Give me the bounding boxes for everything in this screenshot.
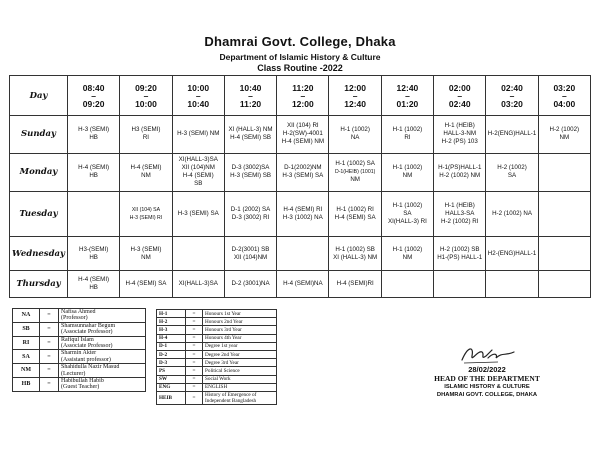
class-routine-table xyxy=(9,75,591,298)
day-row xyxy=(10,116,591,154)
class-entry: RI xyxy=(142,134,150,142)
class-cell xyxy=(486,116,538,154)
equals-sign: = xyxy=(186,367,203,375)
slot-end-time: 10:40 xyxy=(187,98,210,109)
class-entry: H-4 (SEMI) RI xyxy=(283,206,323,214)
class-cell xyxy=(68,116,120,154)
class-cell xyxy=(224,237,276,270)
time-slot-header xyxy=(68,76,120,116)
class-cell xyxy=(329,153,381,192)
class-entry: NA xyxy=(350,134,360,142)
legend-row xyxy=(13,364,146,378)
class-entry: H-4 (SEMI) xyxy=(182,172,214,180)
class-entry: H-2 (1002) NA xyxy=(492,210,532,218)
class-cell xyxy=(381,192,433,237)
class-entry: H-1 (1002) xyxy=(340,126,370,134)
time-slot-header xyxy=(224,76,276,116)
class-cell xyxy=(434,116,486,154)
class-entry: XII (104)NM xyxy=(181,164,215,172)
class-entry: H-4 (SEMI)NA xyxy=(283,279,323,287)
slot-end-time: 10:00 xyxy=(135,98,157,109)
class-entry: H-4 (SEMI) SA xyxy=(334,214,376,222)
legend-row xyxy=(157,310,277,318)
course-code: D-1 xyxy=(157,342,186,350)
teacher-info xyxy=(59,309,146,323)
class-entry: H-2 (1002) SB xyxy=(439,245,480,253)
teacher-role: (Assistant professor) xyxy=(61,356,111,363)
class-cell xyxy=(381,270,433,297)
teacher-legend xyxy=(12,308,146,392)
class-cell xyxy=(172,153,224,192)
class-cell xyxy=(68,153,120,192)
college-name: Dhamrai Govt. College, Dhaka xyxy=(204,34,396,49)
class-cell xyxy=(486,237,538,270)
class-entry: H-1 (1002) SB xyxy=(335,245,375,253)
legend-row xyxy=(157,318,277,326)
slot-dash: – xyxy=(195,90,201,101)
class-cell xyxy=(172,237,224,270)
legend-row xyxy=(13,309,146,323)
class-entry: XI(HALL-3)SA xyxy=(178,156,218,164)
equals-sign: = xyxy=(40,322,59,336)
teacher-info xyxy=(59,350,146,364)
class-entry: D-1(2002)NM xyxy=(284,164,322,172)
course-meaning: Honours 1st Year xyxy=(203,310,277,318)
class-entry: H-4 (SEMI) SA xyxy=(125,279,167,287)
slot-dash: – xyxy=(457,90,463,101)
signature-college: DHAMRAI GOVT. COLLEGE, DHAKA xyxy=(436,392,538,398)
class-entry: H-3 (SEMI) RI xyxy=(129,215,163,222)
class-entry: NM xyxy=(402,253,413,261)
class-entry: HB xyxy=(89,172,98,180)
class-entry: HB xyxy=(89,253,98,261)
slot-dash: – xyxy=(300,90,306,101)
class-cell xyxy=(68,237,120,270)
day-row xyxy=(10,270,591,297)
class-entry: NM xyxy=(141,172,151,180)
day-row xyxy=(10,237,591,270)
teacher-code: NM xyxy=(13,364,40,378)
class-entry: XII (104) RI xyxy=(287,122,319,130)
teacher-code: SA xyxy=(13,350,40,364)
class-entry: H-2(SW)-4001 xyxy=(282,130,323,138)
day-column-header: Day xyxy=(10,76,68,116)
class-entry: H-4 (SEMI) xyxy=(130,164,162,172)
class-cell xyxy=(538,153,590,192)
equals-sign: = xyxy=(40,350,59,364)
class-entry: H-2 (1002) RI xyxy=(440,218,479,226)
legend-row xyxy=(157,391,277,404)
slot-start-time: 02:40 xyxy=(501,82,523,93)
slot-end-time: 11:20 xyxy=(239,98,262,109)
time-slot-header-row xyxy=(10,76,591,116)
legend-row xyxy=(157,334,277,342)
class-cell xyxy=(381,237,433,270)
course-legend xyxy=(156,309,277,405)
class-cell xyxy=(120,237,172,270)
course-meaning: Degree 1st year xyxy=(203,342,277,350)
class-entry: H-3 (SEMI) xyxy=(78,126,110,134)
slot-start-time: 08:40 xyxy=(82,82,105,93)
class-cell xyxy=(277,237,329,270)
class-cell xyxy=(486,192,538,237)
teacher-info xyxy=(59,364,146,378)
class-entry: H2-(ENG)HALL-1 xyxy=(487,249,537,257)
slot-dash: – xyxy=(143,90,149,101)
class-entry: H-1 (1002) SA xyxy=(335,160,375,168)
day-label: Tuesday xyxy=(10,192,68,237)
equals-sign: = xyxy=(40,336,59,350)
class-entry: H-3 (SEMI) SB xyxy=(230,172,271,180)
equals-sign: = xyxy=(186,342,203,350)
class-entry: H-3 (1002) NA xyxy=(282,214,323,222)
class-entry: H-4 (SEMI) xyxy=(78,275,110,283)
class-entry: H-1 (1002) xyxy=(392,245,423,253)
course-code: SW xyxy=(157,375,186,383)
course-code: D-2 xyxy=(157,350,186,358)
class-cell xyxy=(434,270,486,297)
signature-department: ISLAMIC HISTORY & CULTURE xyxy=(444,384,530,390)
teacher-name: Habibullah Habib xyxy=(61,378,104,385)
class-cell xyxy=(381,116,433,154)
class-cell xyxy=(538,192,590,237)
slot-start-time: 12:40 xyxy=(396,82,419,93)
legend-row xyxy=(157,375,277,383)
class-cell xyxy=(224,153,276,192)
class-entry: SB xyxy=(194,180,203,188)
class-entry: NM xyxy=(141,253,151,261)
class-cell xyxy=(329,192,381,237)
class-entry: H-1(PS)HALL-1 xyxy=(438,164,482,172)
time-slot-header xyxy=(329,76,381,116)
equals-sign: = xyxy=(186,326,203,334)
course-meaning: Degree 2nd Year xyxy=(203,350,277,358)
course-meaning: ENGLISH xyxy=(203,383,277,391)
slot-start-time: 11:20 xyxy=(292,82,314,93)
slot-end-time: 03:20 xyxy=(501,98,523,109)
routine-title: Class Routine -2022 xyxy=(257,63,343,73)
equals-sign: = xyxy=(186,391,203,404)
class-cell xyxy=(486,153,538,192)
teacher-role: (Professor) xyxy=(61,315,88,322)
time-slot-header xyxy=(381,76,433,116)
class-entry: D-2(3001) SB xyxy=(231,245,270,253)
class-entry: D-1(HEIB) (1001) xyxy=(334,169,376,176)
class-cell xyxy=(434,192,486,237)
class-entry: H-2(ENG)HALL-1 xyxy=(487,130,537,138)
class-entry: H-1 (1002) xyxy=(392,126,423,134)
course-code: PS xyxy=(157,367,186,375)
class-entry: H-4 (SEMI) xyxy=(78,164,110,172)
class-entry: RI xyxy=(404,134,411,142)
equals-sign: = xyxy=(186,318,203,326)
time-slot-header xyxy=(172,76,224,116)
slot-start-time: 09:20 xyxy=(135,82,157,93)
course-code: D-3 xyxy=(157,359,186,367)
course-code: H-2 xyxy=(157,318,186,326)
class-entry: H-3 (SEMI) NM xyxy=(177,130,220,138)
class-cell xyxy=(120,270,172,297)
class-cell xyxy=(224,270,276,297)
class-entry: H3 (SEMI) xyxy=(131,126,161,134)
teacher-info xyxy=(59,378,146,392)
class-entry: H-1 (1002) xyxy=(392,164,423,172)
time-slot-header xyxy=(277,76,329,116)
class-cell xyxy=(329,116,381,154)
class-entry: NM xyxy=(350,176,360,184)
signature-image xyxy=(458,342,518,366)
teacher-code: NA xyxy=(13,309,40,323)
class-entry: D-1 (2002) SA xyxy=(230,206,271,214)
class-entry: H-2 (1002) NM xyxy=(439,172,481,180)
teacher-role: (Associate Professor) xyxy=(61,343,113,350)
class-entry: H-3 (SEMI) SA xyxy=(282,172,324,180)
slot-dash: – xyxy=(91,90,97,101)
class-cell xyxy=(172,270,224,297)
equals-sign: = xyxy=(186,310,203,318)
equals-sign: = xyxy=(186,350,203,358)
class-cell xyxy=(68,192,120,237)
slot-start-time: 10:40 xyxy=(239,82,262,93)
teacher-name: Nafisa Ahmed xyxy=(61,309,96,315)
class-entry: HB xyxy=(89,134,98,142)
class-entry: XI(HALL-3)SA xyxy=(178,279,218,287)
teacher-code: SB xyxy=(13,322,40,336)
equals-sign: = xyxy=(40,364,59,378)
time-slot-header xyxy=(486,76,538,116)
class-entry: D-3 (3002)SA xyxy=(231,164,270,172)
class-entry: HB xyxy=(89,283,98,291)
class-cell xyxy=(172,116,224,154)
legend-row xyxy=(157,359,277,367)
teacher-name: Sharmin Akter xyxy=(61,350,97,357)
class-entry: NM xyxy=(402,172,413,180)
class-cell xyxy=(277,116,329,154)
slot-start-time: 02:00 xyxy=(448,82,471,93)
course-code: H-4 xyxy=(157,334,186,342)
time-slot-header xyxy=(538,76,590,116)
teacher-name: Rafiqul Islam xyxy=(61,336,94,343)
teacher-role: (Associate Professor) xyxy=(61,329,113,336)
equals-sign: = xyxy=(40,309,59,323)
class-entry: H-1 (1002) RI xyxy=(336,206,374,214)
class-cell xyxy=(120,116,172,154)
class-entry: H-2 (1002) xyxy=(497,164,527,172)
class-entry: H-2 (1002) xyxy=(549,126,580,134)
legend-row xyxy=(13,378,146,392)
class-entry: XII (104) SA xyxy=(131,207,161,214)
teacher-code: RI xyxy=(13,336,40,350)
course-code: HEIB xyxy=(157,391,186,404)
class-entry: H-1 (HEIB) HALL-3-NM xyxy=(443,122,477,138)
class-cell xyxy=(381,153,433,192)
slot-start-time: 03:20 xyxy=(553,82,576,93)
class-entry: H-4 (SEMI) SB xyxy=(230,134,271,142)
equals-sign: = xyxy=(186,383,203,391)
day-row xyxy=(10,192,591,237)
legend-row xyxy=(157,326,277,334)
class-entry: SA xyxy=(403,210,412,218)
slot-end-time: 04:00 xyxy=(553,98,576,109)
slot-dash: – xyxy=(509,90,515,101)
teacher-role: (Lecturer) xyxy=(61,370,86,377)
time-slot-header xyxy=(120,76,172,116)
day-label: Sunday xyxy=(10,116,68,154)
class-cell xyxy=(434,153,486,192)
slot-end-time: 01:20 xyxy=(396,98,419,109)
class-cell xyxy=(277,153,329,192)
slot-dash: – xyxy=(405,90,410,101)
time-slot-header xyxy=(434,76,486,116)
course-meaning: Honours 3rd Year xyxy=(203,326,277,334)
slot-end-time: 12:40 xyxy=(344,98,366,109)
class-cell xyxy=(277,192,329,237)
class-cell xyxy=(68,270,120,297)
class-cell xyxy=(329,237,381,270)
teacher-name: Shahidulla Nazir Masud xyxy=(61,364,120,371)
legend-row xyxy=(157,350,277,358)
course-meaning: Social Work xyxy=(203,375,277,383)
class-cell xyxy=(486,270,538,297)
legend-row xyxy=(13,322,146,336)
legend-row xyxy=(157,367,277,375)
class-cell xyxy=(120,153,172,192)
class-entry: D-3 (3002) RI xyxy=(231,214,270,222)
day-row xyxy=(10,153,591,192)
class-entry: H1-(PS) HALL-1 xyxy=(437,253,483,261)
course-meaning: Honours 2nd Year xyxy=(203,318,277,326)
course-code: H-3 xyxy=(157,326,186,334)
class-entry: XI (HALL-3) NM xyxy=(333,253,378,261)
slot-start-time: 12:00 xyxy=(344,82,366,93)
equals-sign: = xyxy=(186,334,203,342)
teacher-name: Shamsunnahar Begum xyxy=(61,322,116,329)
slot-end-time: 02:40 xyxy=(448,98,471,109)
equals-sign: = xyxy=(186,359,203,367)
course-code: ENG xyxy=(157,383,186,391)
class-cell xyxy=(120,192,172,237)
day-label: Monday xyxy=(10,153,68,192)
class-entry: XI(HALL-3) RI xyxy=(388,218,427,226)
class-entry: H-3 (SEMI) xyxy=(130,245,162,253)
teacher-code: HB xyxy=(13,378,40,392)
class-cell xyxy=(224,116,276,154)
course-meaning: Honours 4th Year xyxy=(203,334,277,342)
course-meaning: Political Science xyxy=(203,367,277,375)
teacher-info xyxy=(59,336,146,350)
class-entry: H-2 (PS) 103 xyxy=(441,138,478,146)
teacher-role: (Guest Teacher) xyxy=(61,384,100,391)
class-cell xyxy=(224,192,276,237)
equals-sign: = xyxy=(40,378,59,392)
course-code: H-1 xyxy=(157,310,186,318)
class-entry: XI (HALL-3) NM xyxy=(228,126,273,134)
class-entry: D-2 (3001)NA xyxy=(231,279,270,287)
equals-sign: = xyxy=(186,375,203,383)
course-meaning: History of Emergence of Independent Bangladesh xyxy=(203,391,277,404)
class-cell xyxy=(172,192,224,237)
class-entry: H-4 (SEMI) NM xyxy=(281,138,324,146)
class-cell xyxy=(434,237,486,270)
day-label: Wednesday xyxy=(10,237,68,270)
class-cell xyxy=(329,270,381,297)
class-cell xyxy=(277,270,329,297)
slot-dash: – xyxy=(352,90,358,101)
signature-title: HEAD OF THE DEPARTMENT xyxy=(434,374,540,383)
teacher-info xyxy=(59,322,146,336)
class-entry: SA xyxy=(507,172,517,180)
class-entry: H-1 (HEIB) HALL3-SA xyxy=(444,202,475,218)
class-entry: H-4 (SEMI)RI xyxy=(336,279,374,287)
slot-end-time: 12:00 xyxy=(291,98,314,109)
class-cell xyxy=(538,270,590,297)
class-entry: XII (104)NM xyxy=(233,253,268,261)
slot-dash: – xyxy=(248,90,253,101)
slot-start-time: 10:00 xyxy=(187,82,210,93)
legend-row xyxy=(13,336,146,350)
class-cell xyxy=(538,237,590,270)
department-name: Department of Islamic History & Culture xyxy=(219,52,381,62)
class-entry: NM xyxy=(559,134,570,142)
day-label: Thursday xyxy=(10,270,68,297)
legend-row xyxy=(157,342,277,350)
class-entry: H3-(SEMI) xyxy=(79,245,109,253)
slot-end-time: 09:20 xyxy=(82,98,105,109)
class-entry: H-1 (1002) xyxy=(392,202,423,210)
slot-dash: – xyxy=(561,90,567,101)
signature-date: 28/02/2022 xyxy=(468,365,506,374)
legend-row xyxy=(13,350,146,364)
legend-row xyxy=(157,383,277,391)
course-meaning: Degree 3rd Year xyxy=(203,359,277,367)
class-entry: H-3 (SEMI) SA xyxy=(177,210,219,218)
class-cell xyxy=(538,116,590,154)
